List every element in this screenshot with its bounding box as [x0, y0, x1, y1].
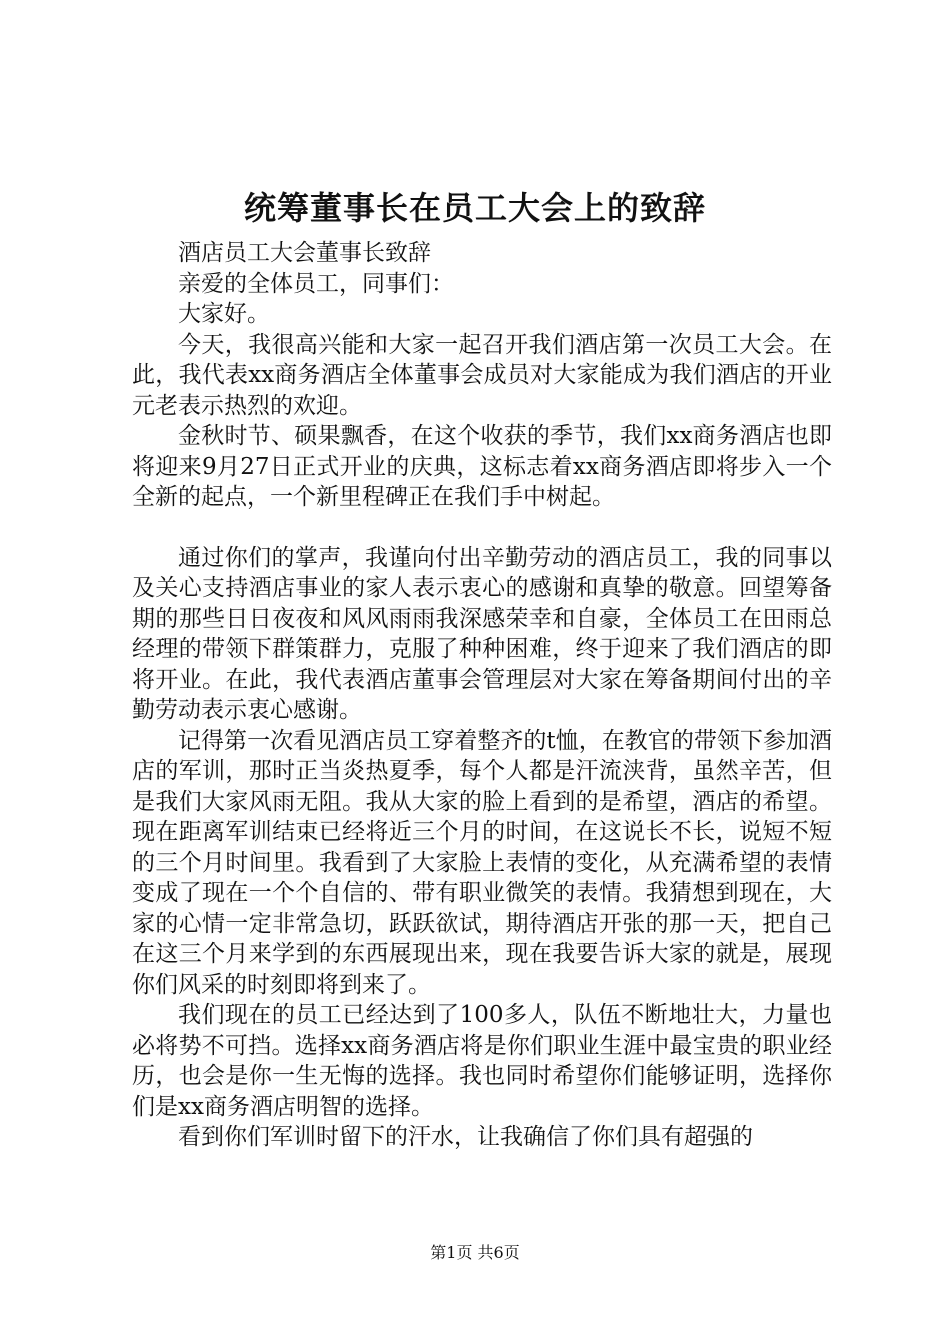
paragraph: 今天，我很高兴能和大家一起召开我们酒店第一次员工大会。在此，我代表xx商务酒店全体董事会成员对大家能成为我们酒店的开业元老表示热烈的欢迎。	[132, 331, 832, 419]
document-title: 统筹董事长在员工大会上的致辞	[243, 189, 706, 227]
paragraph-salutation: 亲爱的全体员工，同事们：	[178, 270, 454, 297]
paragraph: 记得第一次看见酒店员工穿着整齐的t恤，在教官的带领下参加酒店的军训，那时正当炎热夏季，每个人都是汗流浃背，虽然辛苦，但是我们大家风雨无阻。我从大家的脸上看到的是希望，酒店的希望。现在距离军训结束已经将近三个月的时间，在这说长不长，说短不短的三个月时间里。我看到了大家脸上表情的变化，从充满希望的表情变成了现在一个个自信的、带有职业微笑的表情。我猜想到现在，大家的心情一定非常急切，跃跃欲试，期待酒店开张的那一天，把自己在这三个月来学到的东西展现出来，现在我要告诉大家的就是，展现你们风采的时刻即将到来了。	[132, 727, 832, 998]
page-number: 第1页 共6页	[430, 1243, 520, 1262]
paragraph: 看到你们军训时留下的汗水，让我确信了你们具有超强的	[178, 1124, 753, 1150]
paragraph: 通过你们的掌声，我谨向付出辛勤劳动的酒店员工，我的同事以及关心支持酒店事业的家人表示衷心的感谢和真挚的敬意。回望筹备期的那些日日夜夜和风风雨雨我深感荣幸和自豪，全体员工在田雨总经理的带领下群策群力，克服了种种困难，终于迎来了我们酒店的即将开业。在此，我代表酒店董事会管理层对大家在筹备期间付出的辛勤劳动表示衷心感谢。	[132, 544, 832, 723]
paragraph-greeting: 大家好。	[178, 301, 270, 327]
document-body	[132, 238, 832, 1153]
paragraph: 金秋时节、硕果飘香，在这个收获的季节，我们xx商务酒店也即将迎来9月27日正式开业的庆典，这标志着xx商务酒店即将步入一个全新的起点，一个新里程碑正在我们手中树起。	[132, 423, 832, 510]
paragraph-heading: 酒店员工大会董事长致辞	[178, 240, 431, 266]
paragraph: 我们现在的员工已经达到了100多人，队伍不断地壮大，力量也必将势不可挡。选择xx商务酒店将是你们职业生涯中最宝贵的职业经历，也会是你一生无悔的选择。我也同时希望你们能够证明，选择你们是xx商务酒店明智的选择。	[132, 1002, 832, 1120]
